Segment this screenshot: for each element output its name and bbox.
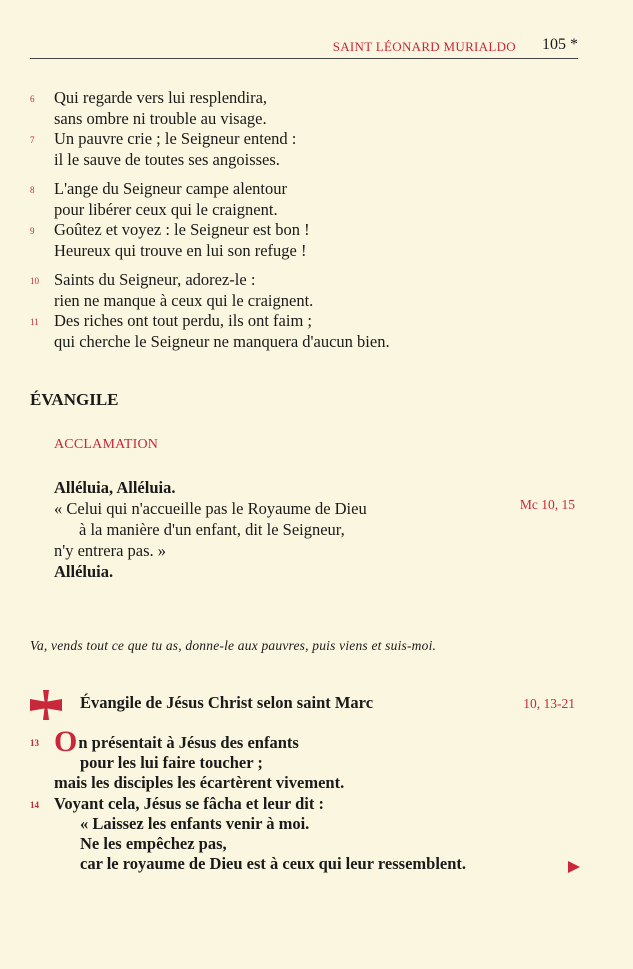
psalm-line-text: Des riches ont tout perdu, ils ont faim ; (54, 311, 312, 330)
gospel-line (30, 753, 590, 773)
gospel-reference: 10, 13-21 (523, 696, 575, 711)
psalm-line (30, 200, 590, 221)
gospel-line-text: Ne les empêchez pas, (80, 834, 227, 854)
psalm-stanza (30, 179, 590, 261)
psalm-line-text: Heureux qui trouve en lui son refuge ! (54, 240, 307, 260)
psalm-line-text: Saints du Seigneur, adorez-le : (54, 270, 256, 289)
psalm-line (30, 332, 590, 353)
gospel-line-text: « Laissez les enfants venir à moi. (80, 813, 310, 833)
page-number: 105 * (542, 36, 578, 53)
verse-number: 11 (30, 317, 39, 327)
psalm-line (30, 220, 590, 241)
verse-number: 8 (30, 185, 35, 195)
psalm-line-text: qui cherche le Seigneur ne manquera d'aucun bien. (54, 331, 390, 351)
gospel-line-text: mais les disciples les écartèrent vivement. (54, 773, 345, 793)
section-title: ÉVANGILE (30, 390, 119, 409)
acclamation-reference: Mc 10, 15 (519, 497, 575, 512)
triangle-right-icon (567, 860, 581, 874)
gospel-line (30, 834, 590, 854)
alleluia-line: Alléluia, Alléluia. (54, 478, 176, 497)
gospel-line (30, 854, 590, 874)
psalm-line-text: L'ange du Seigneur campe alentour (54, 179, 287, 198)
psalm-line (30, 179, 590, 200)
verse-number: 10 (30, 276, 39, 286)
verse-number: 13 (30, 738, 39, 748)
psalm-line (30, 150, 590, 171)
acclamation-text (54, 477, 584, 582)
psalm-line-text: sans ombre ni trouble au visage. (54, 108, 267, 128)
gospel-line-text: car le royaume de Dieu est à ceux qui leur ressemblent. (80, 854, 467, 874)
psalm-text (30, 88, 590, 361)
psalm-line-text: rien ne manque à ceux qui le craignent. (54, 290, 314, 310)
gospel-line-text: n présentait à Jésus des enfants (78, 733, 299, 752)
gospel-line-text: Voyant cela, Jésus se fâcha et leur dit : (54, 793, 324, 813)
verse-number: 7 (30, 135, 35, 145)
psalm-line (30, 129, 590, 150)
gospel-text (30, 725, 590, 874)
running-title: SAINT LÉONARD MURIALDO (332, 39, 516, 54)
gospel-line-text: pour les lui faire toucher ; (80, 753, 263, 773)
gospel-line (30, 794, 590, 814)
acclamation-label: ACCLAMATION (54, 437, 159, 452)
psalm-line (30, 270, 590, 291)
acclamation-line: n'y entrera pas. » (54, 541, 167, 560)
verse-number: 6 (30, 94, 35, 104)
psalm-line (30, 291, 590, 312)
psalm-line (30, 109, 590, 130)
gospel-line (30, 725, 590, 758)
psalm-stanza (30, 270, 590, 352)
psalm-line (30, 88, 590, 109)
verse-number: 14 (30, 799, 39, 810)
verse-number: 9 (30, 226, 35, 236)
acclamation-line: « Celui qui n'accueille pas le Royaume de Dieu (54, 499, 367, 518)
psalm-line-text: pour libérer ceux qui le craignent. (54, 199, 278, 219)
psalm-line-text: Un pauvre crie ; le Seigneur entend : (54, 129, 297, 148)
cross-icon (30, 690, 62, 720)
psalm-line-text: Goûtez et voyez : le Seigneur est bon ! (54, 220, 310, 239)
alleluia-line: Alléluia. (54, 562, 114, 581)
gospel-rubric: Va, vends tout ce que tu as, donne-le aux pauvres, puis viens et suis-moi. (30, 638, 437, 653)
psalm-line-text: il le sauve de toutes ses angoisses. (54, 149, 280, 169)
psalm-line (30, 241, 590, 262)
page-header (30, 36, 578, 59)
gospel-heading: Évangile de Jésus Christ selon saint Marc (80, 693, 374, 712)
psalm-line-text: Qui regarde vers lui resplendira, (54, 88, 268, 107)
acclamation-line: à la manière d'un enfant, dit le Seigneur, (79, 520, 345, 539)
gospel-line (30, 773, 590, 793)
gospel-line (30, 814, 590, 834)
drop-cap: O (54, 725, 78, 758)
psalm-line (30, 311, 590, 332)
psalm-stanza (30, 88, 590, 170)
